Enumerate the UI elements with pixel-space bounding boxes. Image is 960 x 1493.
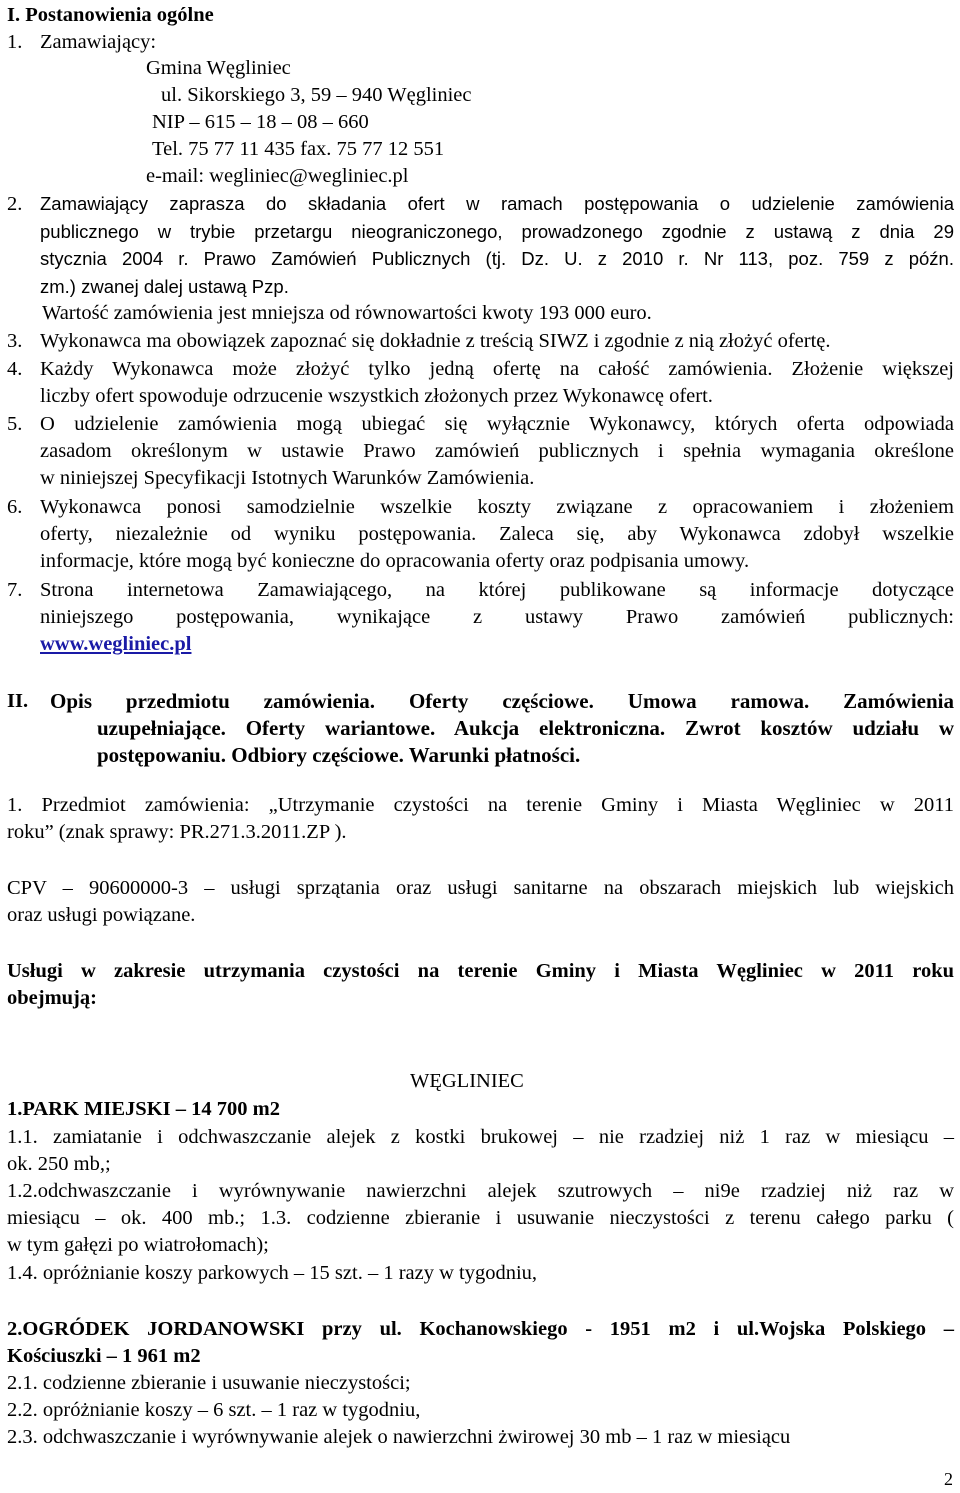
town-heading: WĘGLINIEC: [410, 1070, 524, 1092]
park-line: 1.2.odchwaszczanie i wyrównywanie nawierzchni alejek szutrowych – ni9e rzadziej niż raz w: [7, 1180, 954, 1202]
services-intro-line: obejmują:: [7, 987, 97, 1009]
park-title: 1.PARK MIEJSKI – 14 700 m2: [7, 1098, 280, 1120]
address-line: Tel. 75 77 11 435 fax. 75 77 12 551: [152, 138, 445, 160]
item-5-line: w niniejszej Specyfikacji Istotnych Warunków Zamówienia.: [40, 467, 535, 489]
item-2-line: zm.) zwanej dalej ustawą Pzp.: [40, 276, 289, 297]
item-6-line: oferty, niezależnie od wyniku postępowania. Zaleca się, aby Wykonawca zdobył wszelkie: [40, 523, 954, 545]
section-2-heading-line: Opis przedmiotu zamówienia. Oferty częściowe. Umowa ramowa. Zamówienia: [50, 689, 954, 713]
section-2-number: II.: [7, 690, 29, 712]
address-line: NIP – 615 – 18 – 08 – 660: [152, 111, 369, 133]
website-link[interactable]: www.wegliniec.pl: [40, 633, 192, 655]
item-4-line: liczby ofert spowoduje odrzucenie wszystkich złożonych przez Wykonawcę ofert.: [40, 385, 713, 407]
address-line: ul. Sikorskiego 3, 59 – 940 Węgliniec: [161, 84, 472, 106]
item-6-line: Wykonawca ponosi samodzielnie wszelkie koszty związane z opracowaniem i złożeniem: [40, 496, 954, 518]
item-6-line: informacje, które mogą być konieczne do opracowania oferty oraz podpisania umowy.: [40, 550, 750, 572]
address-line: e-mail: wegliniec@wegliniec.pl: [146, 165, 409, 187]
services-intro-line: Usługi w zakresie utrzymania czystości na terenie Gminy i Miasta Węgliniec w 2011 roku: [7, 960, 954, 982]
section-1-heading: I. Postanowienia ogólne: [7, 4, 214, 26]
page-number: 2: [944, 1469, 953, 1489]
garden-line: 2.3. odchwaszczanie i wyrównywanie alejek o nawierzchni żwirowej 30 mb – 1 raz w miesiącu: [7, 1426, 791, 1448]
item-1-number: 1.: [7, 31, 23, 53]
address-line: Gmina Węgliniec: [146, 57, 291, 79]
park-line: 1.4. opróżnianie koszy parkowych – 15 szt. – 1 razy w tygodniu,: [7, 1262, 538, 1284]
park-line: w tym gałęzi po wiatrołomach);: [7, 1234, 269, 1256]
item-2-line: publicznego w trybie przetargu nieograniczonego, prowadzonego zgodnie z ustawą z dnia 29: [40, 221, 954, 242]
item-5-line: O udzielenie zamówienia mogą ubiegać się wyłącznie Wykonawcy, których oferta odpowiada: [40, 413, 954, 435]
section-2-heading-line: uzupełniające. Oferty wariantowe. Aukcja elektroniczna. Zwrot kosztów udziału w: [97, 716, 954, 740]
item-2-line: Wartość zamówienia jest mniejsza od równowartości kwoty 193 000 euro.: [42, 302, 652, 324]
item-5-number: 5.: [7, 413, 23, 435]
section-2-heading-line: postępowaniu. Odbiory częściowe. Warunki płatności.: [97, 743, 581, 767]
subject-line: roku” (znak sprawy: PR.271.3.2011.ZP ).: [7, 821, 347, 843]
item-7-line: Strona internetowa Zamawiającego, na której publikowane są informacje dotyczące: [40, 579, 954, 601]
cpv-line: oraz usługi powiązane.: [7, 904, 196, 926]
garden-line: 2.2. opróżnianie koszy – 6 szt. – 1 raz w tygodniu,: [7, 1399, 421, 1421]
park-line: 1.1. zamiatanie i odchwaszczanie alejek z kostki brukowej – nie rzadziej niż 1 raz w miesiącu –: [7, 1126, 954, 1148]
park-line: ok. 250 mb,;: [7, 1153, 111, 1175]
item-1-label: Zamawiający:: [40, 31, 157, 53]
cpv-line: CPV – 90600000-3 – usługi sprzątania oraz usługi sanitarne na obszarach miejskich lub wiejskich: [7, 877, 954, 899]
item-4-line: Każdy Wykonawca może złożyć tylko jedną ofertę na całość zamówienia. Złożenie większej: [40, 358, 954, 380]
subject-line: 1. Przedmiot zamówienia: „Utrzymanie czystości na terenie Gminy i Miasta Węgliniec w 2011: [7, 794, 954, 816]
garden-title-line: 2.OGRÓDEK JORDANOWSKI przy ul. Kochanowskiego - 1951 m2 i ul.Wojska Polskiego –: [7, 1318, 954, 1340]
item-7-number: 7.: [7, 579, 23, 601]
item-2-line: stycznia 2004 r. Prawo Zamówień Publicznych (tj. Dz. U. z 2010 r. Nr 113, poz. 759 z późn.: [40, 248, 954, 269]
garden-title-line: Kościuszki – 1 961 m2: [7, 1345, 201, 1367]
garden-line: 2.1. codzienne zbieranie i usuwanie nieczystości;: [7, 1372, 411, 1394]
item-3-number: 3.: [7, 330, 23, 352]
item-2-line: Zamawiający zaprasza do składania ofert w ramach postępowania o udzielenie zamówienia: [40, 193, 954, 214]
park-line: miesiącu – ok. 400 mb.; 1.3. codzienne zbieranie i usuwanie nieczystości z terenu całego parku (: [7, 1207, 954, 1229]
item-2-number: 2.: [7, 193, 23, 215]
item-3-line: Wykonawca ma obowiązek zapoznać się dokładnie z treścią SIWZ i zgodnie z nią złożyć ofertę.: [40, 330, 831, 352]
item-4-number: 4.: [7, 358, 23, 380]
item-5-line: zasadom określonym w ustawie Prawo zamówień publicznych i spełnia wymagania określone: [40, 440, 954, 462]
item-7-line: niniejszego postępowania, wynikające z ustawy Prawo zamówień publicznych:: [40, 606, 954, 628]
item-6-number: 6.: [7, 496, 23, 518]
